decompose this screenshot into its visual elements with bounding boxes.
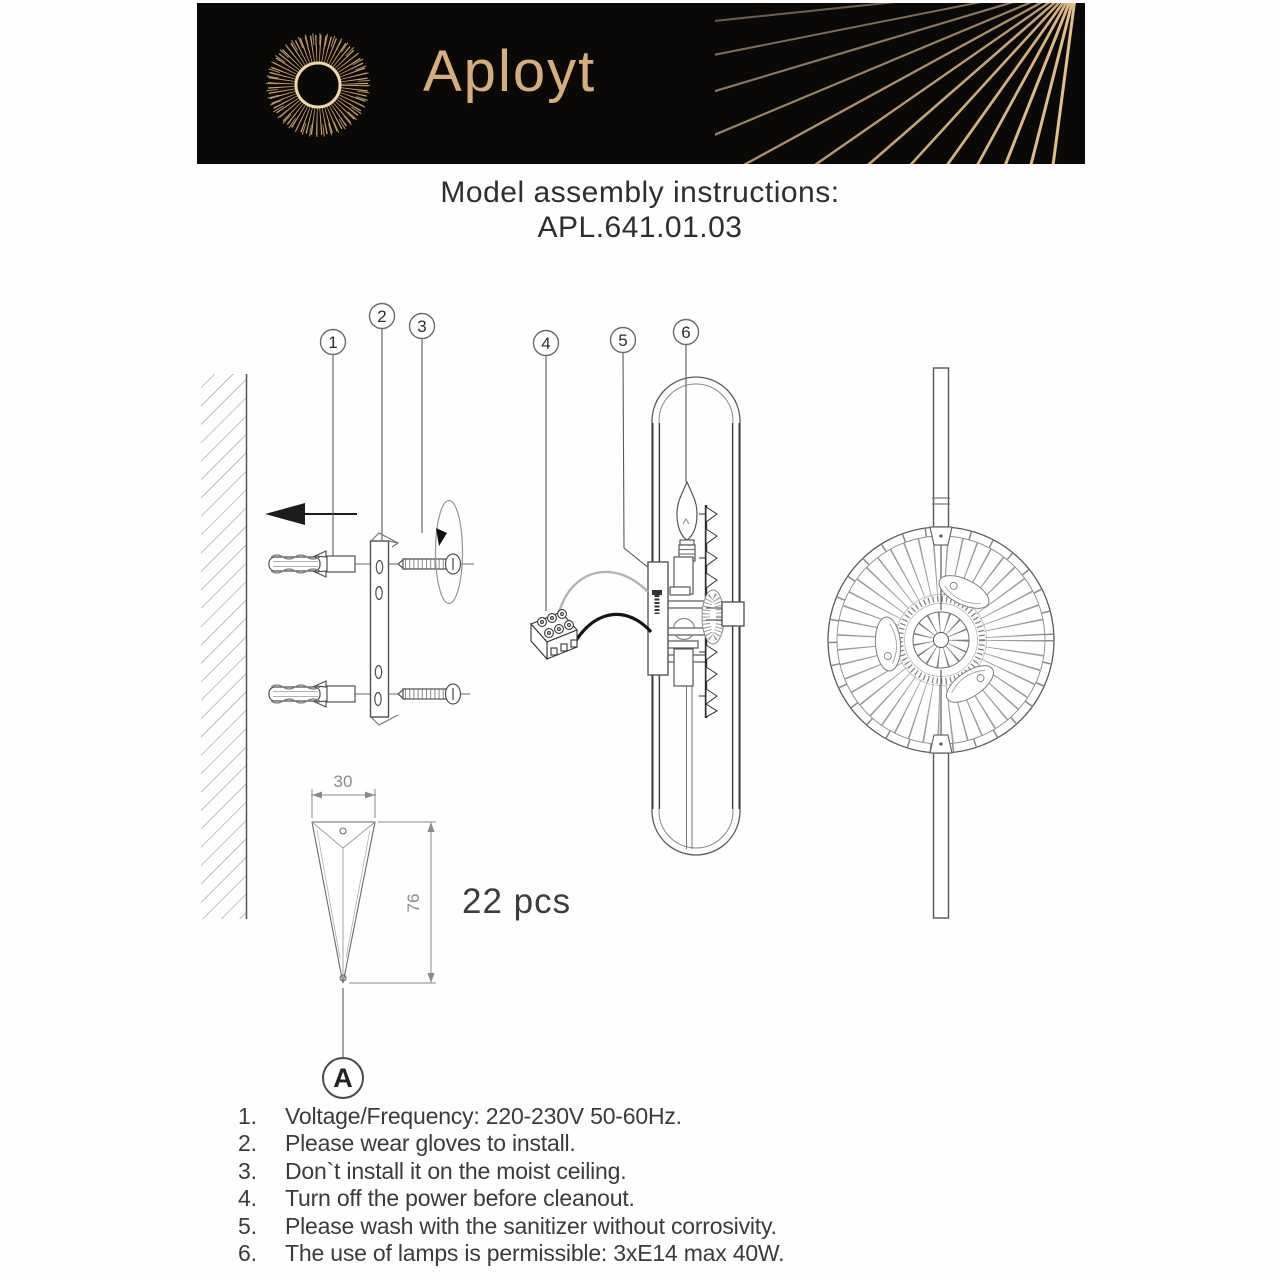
instruction-text: Please wear gloves to install. [285, 1130, 576, 1157]
crystal-fan [702, 590, 724, 644]
svg-text:5: 5 [618, 331, 628, 350]
instruction-item [209, 1103, 1089, 1130]
instruction-item [209, 1158, 1089, 1185]
instruction-text: Please wash with the sanitizer without corrosivity. [285, 1212, 777, 1239]
dim-height-label: 76 [404, 893, 423, 913]
instruction-text: Turn off the power before cleanout. [285, 1185, 635, 1212]
callout-2 [370, 304, 395, 329]
center-hub [913, 612, 969, 668]
candle-bulb-icon [677, 482, 697, 566]
detail-marker [323, 1058, 363, 1098]
instruction-number: 3. [238, 1157, 257, 1184]
callout-3 [410, 314, 435, 339]
instruction-item [209, 1213, 1089, 1240]
wall-anchor-bottom [269, 681, 355, 707]
crystal-detail-diagram [311, 772, 571, 1098]
callouts [321, 304, 699, 356]
detail-marker-label: A [333, 1063, 353, 1093]
instruction-number: 5. [238, 1212, 257, 1239]
instruction-item [209, 1240, 1089, 1267]
instruction-number: 4. [238, 1185, 257, 1212]
wall-hatch [201, 374, 246, 919]
quantity-label: 22 pcs [462, 882, 572, 921]
dim-width [311, 772, 376, 818]
tube-clamp-top [930, 527, 952, 545]
terminal-block-icon [531, 610, 577, 659]
instruction-item [209, 1130, 1089, 1157]
callout-6 [674, 320, 699, 345]
instructions-list [209, 1103, 1089, 1267]
wall-anchor-top [269, 551, 355, 577]
svg-text:2: 2 [377, 307, 387, 326]
brand-wordmark: Aployt [423, 39, 597, 104]
instruction-text: Don`t install it on the moist ceiling. [285, 1157, 627, 1184]
instruction-number: 1. [238, 1103, 257, 1129]
page-title: Model assembly instructions: [440, 176, 840, 209]
callout-1 [321, 330, 346, 355]
screw-top [398, 554, 461, 574]
crystal-pendant [312, 822, 375, 983]
svg-text:3: 3 [417, 317, 427, 336]
mounting-plate [648, 562, 668, 675]
callout-5 [611, 328, 636, 353]
model-number: APL.641.01.03 [537, 211, 743, 244]
ground-wire [558, 572, 648, 616]
instruction-number: 2. [238, 1130, 257, 1157]
side-view-diagram [531, 344, 744, 855]
front-view-diagram [828, 368, 1054, 918]
tube-clamp-bottom [930, 735, 952, 753]
svg-text:4: 4 [541, 334, 551, 353]
callout-5-line [623, 352, 650, 569]
screw-bottom [398, 684, 461, 704]
rotation-ellipse [436, 501, 463, 604]
svg-text:1: 1 [328, 333, 338, 352]
callout-4 [534, 331, 559, 356]
mounting-bracket [371, 533, 399, 725]
dim-width-label: 30 [333, 772, 353, 791]
svg-text:6: 6 [681, 323, 691, 342]
crystal-disc [828, 527, 1054, 753]
power-wire [575, 614, 651, 642]
direction-arrow-icon [265, 503, 357, 525]
instruction-text: The use of lamps is permissible: 3xE14 max 40W. [285, 1240, 785, 1267]
instruction-number: 6. [238, 1240, 257, 1267]
instruction-text: Voltage/Frequency: 220-230V 50-60Hz. [285, 1103, 682, 1129]
instruction-item [209, 1185, 1089, 1212]
